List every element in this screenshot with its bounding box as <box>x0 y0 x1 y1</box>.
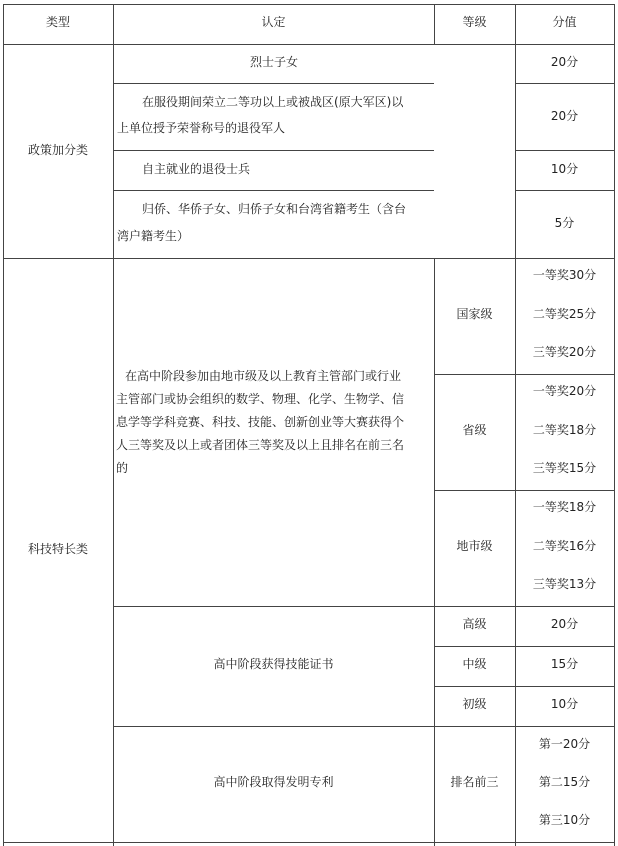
competition-line-4: 人三等奖及以上或者团体三等奖及以上且排名在前三名 <box>116 438 405 452</box>
policy-criteria-3: 自主就业的退役士兵 <box>142 162 251 176</box>
score-city-1: 一等奖18分 <box>532 500 597 514</box>
skill-level-mid: 中级 <box>462 657 487 671</box>
table-border-left <box>3 4 4 846</box>
policy-score-2: 20分 <box>550 109 579 123</box>
row-line-skill-1 <box>434 646 614 647</box>
patent-criteria: 高中阶段取得发明专利 <box>213 775 334 789</box>
score-national-3: 三等奖20分 <box>532 345 597 359</box>
score-city-3: 三等奖13分 <box>532 577 597 591</box>
row-line-skill-2 <box>434 686 614 687</box>
score-province-3: 三等奖15分 <box>532 461 597 475</box>
row-line-national <box>434 374 614 375</box>
skill-score-senior: 20分 <box>550 617 579 631</box>
row-line-competition-end <box>113 606 614 607</box>
row-line-policy-3 <box>113 190 434 191</box>
header-type: 类型 <box>45 15 70 29</box>
patent-score-3: 第三10分 <box>538 813 591 827</box>
table-border-top <box>3 4 614 5</box>
header-level: 等级 <box>462 15 487 29</box>
score-province-2: 二等奖18分 <box>532 423 597 437</box>
policy-criteria-1: 烈士子女 <box>250 55 299 69</box>
skill-cert-criteria: 高中阶段获得技能证书 <box>213 657 334 671</box>
skill-level-junior: 初级 <box>462 697 487 711</box>
competition-line-3: 息学等学科竞赛、科技、技能、创新创业等大赛获得个 <box>116 415 405 429</box>
row-line-policy-2 <box>113 150 434 151</box>
row-line-patent-end <box>3 842 614 843</box>
policy-criteria-4-line2: 湾户籍考生） <box>117 229 190 243</box>
row-line-province <box>434 490 614 491</box>
policy-criteria-4-line1: 归侨、华侨子女、归侨子女和台湾省籍考生（含台 <box>142 202 407 216</box>
patent-score-1: 第一20分 <box>538 737 591 751</box>
skill-score-junior: 10分 <box>550 697 579 711</box>
policy-score-3: 10分 <box>550 162 579 176</box>
competition-line-1: 在高中阶段参加由地市级及以上教育主管部门或行业 <box>125 369 402 383</box>
row-line-policy-2b <box>515 150 614 151</box>
row-line-skill-end <box>113 726 614 727</box>
score-city-2: 二等奖16分 <box>532 539 597 553</box>
table-border-right <box>614 4 615 846</box>
policy-score-1: 20分 <box>550 55 579 69</box>
row-line-policy-1 <box>113 83 434 84</box>
category-tech: 科技特长类 <box>27 542 88 556</box>
skill-level-senior: 高级 <box>462 617 487 631</box>
policy-criteria-2-line2: 上单位授予荣誉称号的退役军人 <box>117 121 286 135</box>
level-city: 地市级 <box>456 539 493 553</box>
patent-level: 排名前三 <box>450 775 499 789</box>
col-divider-1 <box>113 4 114 846</box>
patent-score-2: 第二15分 <box>538 775 591 789</box>
score-national-1: 一等奖30分 <box>532 268 597 282</box>
header-score: 分值 <box>552 15 577 29</box>
row-line-policy-end <box>3 258 614 259</box>
competition-line-5: 的 <box>116 461 129 475</box>
skill-score-mid: 15分 <box>550 657 579 671</box>
level-province: 省级 <box>462 423 487 437</box>
row-line-header <box>3 44 614 45</box>
policy-criteria-2-line1: 在服役期间荣立二等功以上或被战区(原大军区)以 <box>142 95 404 109</box>
score-province-1: 一等奖20分 <box>532 384 597 398</box>
row-line-policy-3b <box>515 190 614 191</box>
competition-line-2: 主管部门或协会组织的数学、物理、化学、生物学、信 <box>116 392 405 406</box>
level-national: 国家级 <box>456 307 493 321</box>
header-criteria: 认定 <box>261 15 286 29</box>
row-line-policy-1b <box>515 83 614 84</box>
policy-score-4: 5分 <box>554 216 575 230</box>
category-policy: 政策加分类 <box>27 143 88 157</box>
score-national-2: 二等奖25分 <box>532 307 597 321</box>
